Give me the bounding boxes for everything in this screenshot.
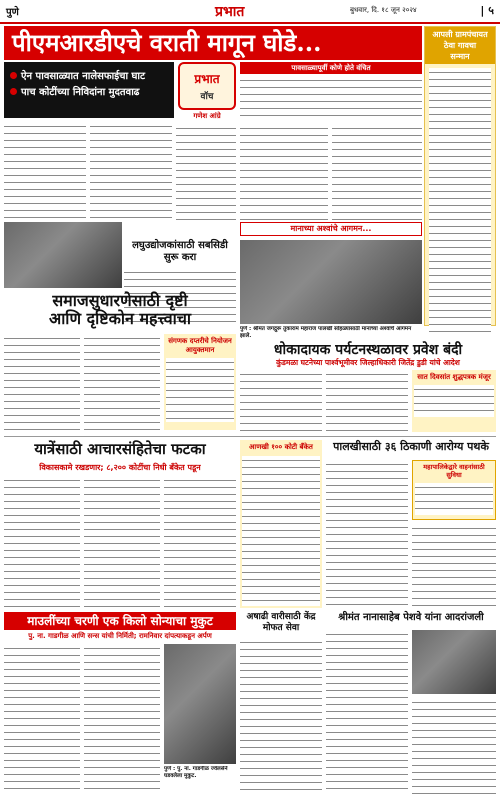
manache-ashwa-banner: मानाच्या अश्वांचे आगमन... bbox=[240, 222, 422, 236]
mauli-subhead: पु. ना. गाडगीळ आणि सन्स यांची निर्मिती; रामनिवार दांपत्याकडून अर्पण bbox=[28, 632, 212, 640]
lead-subbox-title: पावसाळ्यापूर्वी कोणे होते वंचित bbox=[240, 62, 422, 74]
lead-headline: पीएमआरडीएचे वराती मागून घोडे... bbox=[4, 26, 422, 60]
lead-text-col2 bbox=[90, 122, 172, 220]
lead-text-col3 bbox=[176, 124, 236, 220]
nanasaheb-text-col2 bbox=[412, 698, 496, 794]
mauli-headline: माउलींच्या चरणी एक किलो सोन्याचा मुकुट bbox=[4, 612, 236, 630]
mauli-text-col2 bbox=[84, 644, 160, 794]
palkhi-headline: पालखीसाठी ३६ ठिकाणी आरोग्य पथके bbox=[333, 440, 489, 453]
palkhi-yellow-box: महापालिकेद्वारे वाहनांसाठी सुविधा bbox=[412, 460, 496, 520]
lead-bullet-2: पाच कोटींच्या निविदांना मुदतवाढ bbox=[10, 84, 168, 98]
byline: गणेश आंग्रे bbox=[193, 112, 221, 120]
sangrah-box bbox=[164, 334, 236, 430]
palkhi-text-col1 bbox=[326, 460, 408, 608]
sidebar-title: आपली ग्रामपंचायत ठेवा गावचा सन्मान bbox=[425, 27, 495, 64]
page-header bbox=[0, 0, 500, 24]
laghu-udyojak-headline: लघुउद्योजकांसाठी सबसिडी सुरू करा bbox=[132, 240, 228, 263]
samaj-text-col1 bbox=[4, 334, 80, 430]
nanasaheb-text-col1 bbox=[326, 630, 408, 794]
right-sidebar bbox=[424, 26, 496, 326]
acharsanhita-text-col2 bbox=[84, 476, 160, 608]
samaj-text-col2 bbox=[84, 334, 160, 430]
page-number: | ५ bbox=[480, 4, 494, 17]
prabhat-watch-badge bbox=[178, 62, 236, 110]
nanasaheb-photo bbox=[412, 630, 496, 694]
acharsanhita-subhead: विकासकामे रखडणार; ८,२०० कोटींचा निधी बँकेत पडून bbox=[39, 463, 201, 472]
money-box: आणखी १०० कोटी बँकेत bbox=[240, 440, 322, 608]
sangrah-title: संगणक दप्तरीचे नियोजन आयुक्तमान bbox=[168, 336, 232, 354]
ashadhi-text bbox=[240, 638, 322, 794]
horse-arrival-photo bbox=[240, 240, 422, 324]
acharsanhita-headline: यात्रेंसाठी आचारसंहितेचा फटका bbox=[34, 440, 206, 458]
palkhi-text-col2 bbox=[412, 524, 496, 608]
badge-subtitle: वॉच bbox=[200, 92, 214, 102]
badge-title: प्रभात bbox=[194, 72, 220, 86]
divider bbox=[4, 436, 496, 437]
bullet-icon bbox=[10, 88, 17, 95]
samaj-photo bbox=[4, 222, 122, 288]
acharsanhita-text-col1 bbox=[4, 476, 80, 608]
lead-bullets bbox=[4, 62, 174, 118]
newspaper-logo: प्रभात bbox=[215, 4, 245, 20]
bullet-icon bbox=[10, 72, 17, 79]
lead-bullet-1: ऐन पावसाळ्यात नालेसफाईचा घाट bbox=[10, 68, 168, 82]
mukut-photo bbox=[164, 644, 236, 764]
dhokadayak-text-col2 bbox=[326, 370, 408, 432]
dhokadayak-text-col1 bbox=[240, 370, 322, 432]
lead-text-col4 bbox=[240, 124, 328, 220]
dhokadayak-subhead: कुंडमळा घटनेच्या पार्श्वभूमीवर जिल्हाधिकारी जितेंद्र डुडी यांचे आदेश bbox=[276, 358, 460, 367]
sidebar-text bbox=[429, 68, 491, 338]
lead-text-col1 bbox=[4, 122, 86, 220]
city-name: पुणे bbox=[6, 7, 19, 18]
samaj-headline: समाजसुधारणेसाठी दृष्टी आणि दृष्टिकोन महत्त्वाचा bbox=[48, 291, 192, 328]
sangrah-text bbox=[166, 358, 234, 422]
horse-photo-caption: पुणे : श्रीमंत जगद्गुरू तुकाराम महाराज पालखी सोहळ्यासाठी मानाच्या अश्वांचे आगमन झाले. bbox=[240, 326, 412, 339]
shuddhipatrak-box: सात दिवसांत शुद्धपत्रक मंजूर bbox=[412, 370, 496, 432]
lead-text-col5 bbox=[332, 124, 422, 220]
mauli-text-col1 bbox=[4, 644, 80, 794]
acharsanhita-text-col3 bbox=[164, 476, 236, 608]
ashadhi-headline: अषाढी वारीसाठी केंद्र मोफत सेवा bbox=[246, 612, 316, 633]
issue-date: बुधवार, दि. १८ जून २०२४ bbox=[350, 6, 417, 14]
mukut-photo-caption: पुणे : पु. ना. गाडगीळ ज्वेलर्सने घडवलेला मुकुट. bbox=[164, 766, 228, 779]
dhokadayak-headline: धोकादायक पर्यटनस्थळावर प्रवेश बंदी bbox=[273, 342, 463, 358]
lead-subbox-text bbox=[240, 76, 422, 120]
nanasaheb-headline: श्रीमंत नानासाहेब पेशवे यांना आदरांजली bbox=[338, 612, 484, 623]
